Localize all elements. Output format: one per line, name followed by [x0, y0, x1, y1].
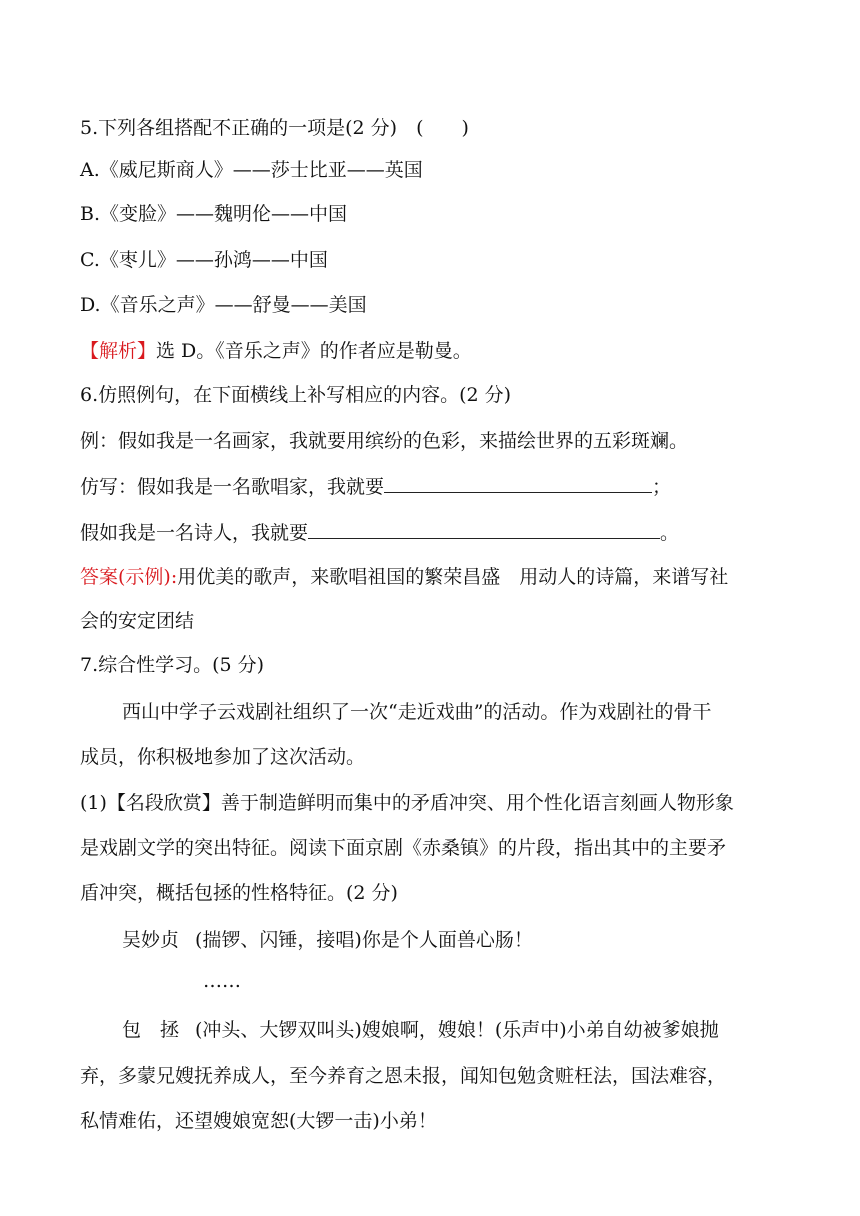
q6-imitate-1	[80, 474, 671, 499]
answer-blank-2[interactable]	[308, 520, 660, 539]
q7-intro-line-2: 成员，你积极地参加了这次活动。	[80, 746, 366, 768]
q5-stem: 5.下列各组搭配不正确的一项是(2 分) ( )	[80, 117, 469, 139]
script-dialogue-2: (冲头、大锣双叫头)嫂娘啊，嫂娘！(乐声中)小弟自幼被爹娘抛	[195, 1019, 719, 1041]
imitate-1-prefix: 仿写：假如我是一名歌唱家，我就要	[80, 476, 385, 498]
q7-sub1-line-2: 是戏剧文学的突出特征。阅读下面京剧《赤桑镇》的片段，指出其中的主要矛	[80, 837, 727, 859]
analysis-tag: 【解析】	[80, 340, 157, 362]
q5-option-d: D.《音乐之声》——舒曼——美国	[80, 294, 367, 316]
script-dialogue-4: 私情难佑，还望嫂娘宽恕(大锣一击)小弟！	[80, 1110, 437, 1132]
q7-sub1-line-3: 盾冲突，概括包拯的性格特征。(2 分)	[80, 882, 398, 904]
analysis-text: 选 D。《音乐之声》的作者应是勒曼。	[156, 340, 472, 362]
q5-analysis	[80, 339, 472, 363]
q6-answer-continued: 会的安定团结	[80, 610, 195, 632]
answer-tag: 答案(示例):	[80, 566, 178, 588]
answer-blank-1[interactable]	[384, 474, 652, 493]
q6-example: 例：假如我是一名画家，我就要用缤纷的色彩，来描绘世界的五彩斑斓。	[80, 430, 689, 452]
q5-option-c: C.《枣儿》——孙鸿——中国	[80, 249, 328, 271]
q6-imitate-2	[80, 520, 679, 545]
script-dialogue-3: 弃，多蒙兄嫂抚养成人，至今养育之恩未报，闻知包勉贪赃枉法，国法难容，	[80, 1065, 727, 1087]
speaker-wu-miaozhen: 吴妙贞	[122, 929, 180, 951]
imitate-2-suffix: 。	[660, 522, 680, 544]
answer-text-1: 用优美的歌声，来歌唱祖国的繁荣昌盛 用动人的诗篇，来谱写社	[177, 566, 729, 588]
speaker-bao-zheng: 包 拯	[122, 1019, 180, 1041]
q5-option-b: B.《变脸》——魏明伦——中国	[80, 203, 348, 225]
q6-answer	[80, 565, 728, 589]
script-dialogue-1: (揣锣、闪锤，接唱)你是个人面兽心肠！	[195, 929, 533, 951]
script-line-bao	[122, 1018, 719, 1042]
imitate-1-suffix: ；	[652, 476, 672, 498]
script-line-wu	[122, 928, 533, 952]
q5-option-a: A.《威尼斯商人》——莎士比亚——英国	[80, 159, 423, 181]
imitate-2-prefix: 假如我是一名诗人，我就要	[80, 522, 309, 544]
q7-sub1-line-1: (1)【名段欣赏】善于制造鲜明而集中的矛盾冲突、用个性化语言刻画人物形象	[80, 792, 734, 814]
q7-intro-line-1: 西山中学子云戏剧社组织了一次“走近戏曲”的活动。作为戏剧社的骨干	[122, 701, 712, 723]
q6-stem: 6.仿照例句，在下面横线上补写相应的内容。(2 分)	[80, 384, 512, 406]
q7-stem: 7.综合性学习。(5 分)	[80, 654, 265, 676]
script-ellipsis: ……	[203, 970, 241, 992]
